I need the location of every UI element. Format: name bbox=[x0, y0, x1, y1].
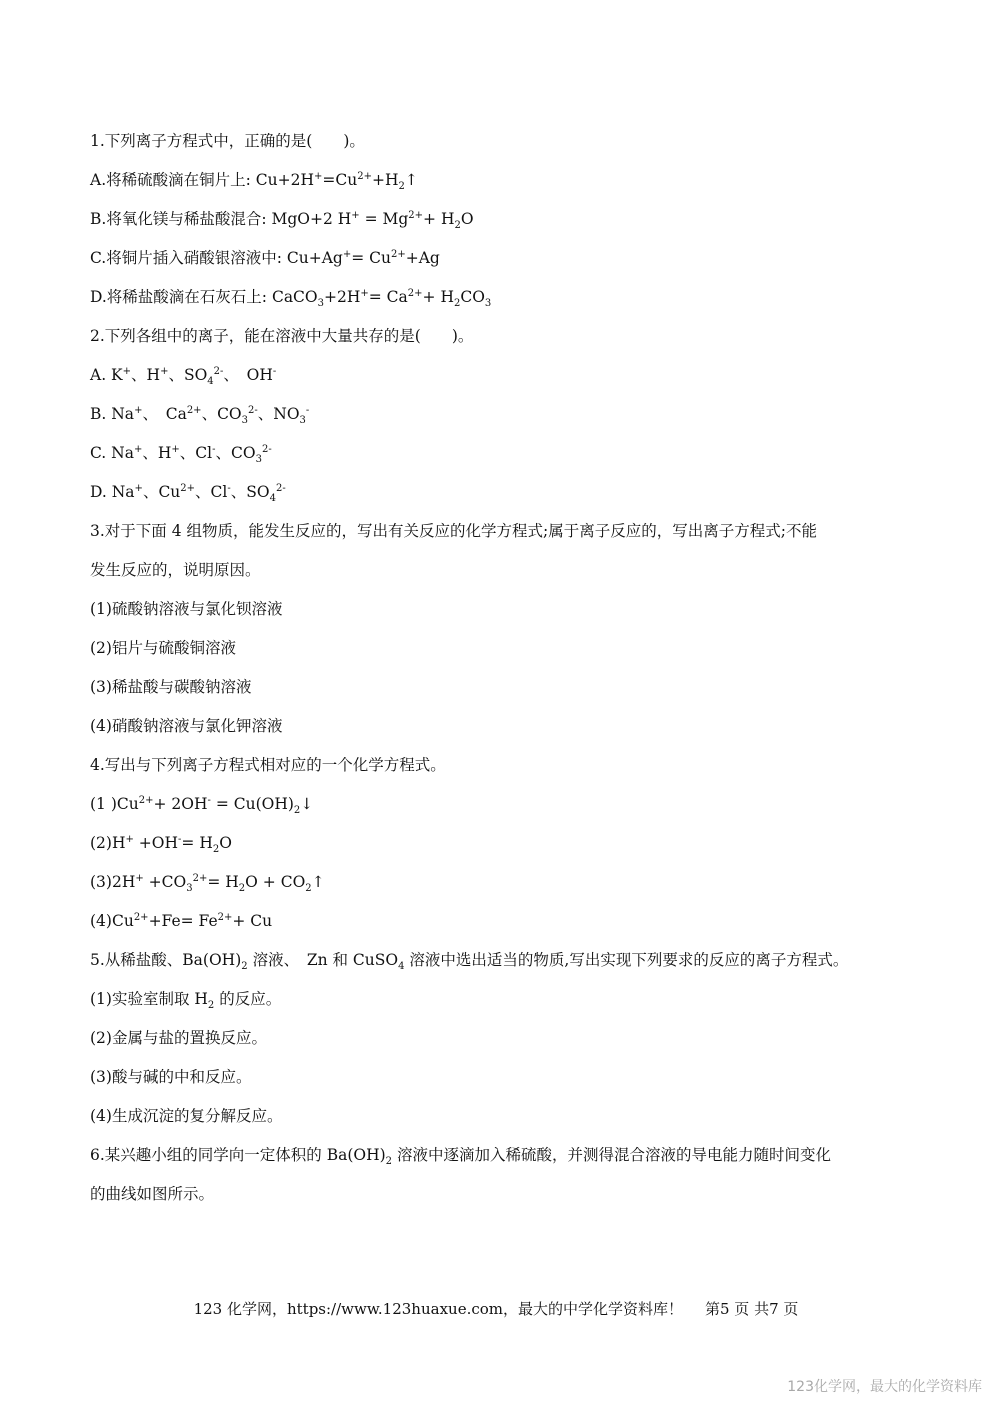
q4-stem: 4.写出与下列离子方程式相对应的一个化学方程式。 bbox=[90, 756, 446, 774]
q5-item-1-pre: (1)实验室制取 bbox=[90, 990, 195, 1008]
q1-option-c-equation: $Cu+Ag^+= Cu^{2+}+Ag$ bbox=[286, 249, 440, 267]
q5-formula-cuso4: CuSO$_4$ bbox=[352, 951, 405, 972]
q3-item-4: (4)硝酸钠溶液与氯化钾溶液 bbox=[90, 717, 283, 735]
watermark-text: 123化学网，最大的化学资料库 bbox=[787, 1379, 982, 1395]
question-content bbox=[90, 122, 910, 1214]
q4-item-1: (1 )$Cu^{2+}+ 2OH^-$ = $Cu(OH)_2↓$ bbox=[90, 795, 314, 816]
q1-option-d-label: D.将稀盐酸滴在石灰石上: bbox=[90, 288, 272, 306]
q2-option-c: C. Na+、H+、Cl-、$CO_3^{2-}$ bbox=[90, 444, 272, 465]
q1-option-b-label: B.将氧化镁与稀盐酸混合: bbox=[90, 210, 272, 228]
q2-option-a: A. K+、H+、$SO_4^{2-}$、 OH- bbox=[90, 366, 277, 387]
q6-stem-post: 溶液中逐滴加入稀硫酸，并测得混合溶液的导电能力随时间变化 bbox=[392, 1146, 831, 1164]
q1-option-d bbox=[90, 278, 910, 317]
q5-stem-pre: 5.从稀盐酸、 bbox=[90, 951, 183, 969]
q1-option-c-label: C.将铜片插入硝酸银溶液中: bbox=[90, 249, 287, 267]
q1-stem: 1.下列离子方程式中，正确的是( )。 bbox=[90, 132, 365, 150]
q5-formula-h2: $H_2$ bbox=[194, 990, 215, 1011]
q1-option-a-equation: $Cu+2H^+=Cu^{2+}+H_2↑$ bbox=[255, 171, 418, 192]
footer-page-info: 第5 页 共7 页 bbox=[705, 1300, 799, 1318]
q5-stem-mid: 溶液、 Zn 和 bbox=[252, 951, 353, 969]
q5-item-4: (4)生成沉淀的复分解反应。 bbox=[90, 1107, 283, 1125]
q1-option-d-equation: CaCO$_3$+2H+= $Ca^{2+}+ H_2CO_3$ bbox=[271, 288, 492, 309]
q3-item-1: (1)硫酸钠溶液与氯化钡溶液 bbox=[90, 600, 283, 618]
q5-item-1 bbox=[90, 980, 910, 1019]
q6-stem-line1 bbox=[90, 1136, 910, 1175]
q4-item-4: $(4)Cu^{2+}+Fe= Fe^{2+}+ Cu$ bbox=[90, 912, 273, 930]
q3-item-2: (2)铝片与硫酸铜溶液 bbox=[90, 639, 236, 657]
q3-item-3: (3)稀盐酸与碳酸钠溶液 bbox=[90, 678, 252, 696]
q2-option-d: D. Na+、$Cu^{2+}$、Cl-、$SO_4^{2-}$ bbox=[90, 483, 286, 504]
q5-stem-post: 溶液中选出适当的物质,写出实现下列要求的反应的离子方程式。 bbox=[404, 951, 849, 969]
q2-stem: 2.下列各组中的离子，能在溶液中大量共存的是( )。 bbox=[90, 327, 474, 345]
footer-site-text: 123 化学网，https://www.123huaxue.com，最大的中学化学资料库！ bbox=[193, 1300, 683, 1318]
q5-item-3: (3)酸与碱的中和反应。 bbox=[90, 1068, 252, 1086]
q5-item-2: (2)金属与盐的置换反应。 bbox=[90, 1029, 267, 1047]
q4-item-3: $(3)2H^+ +CO_3^{2+}= H_2O$ + $CO_2↑$ bbox=[90, 873, 325, 894]
q6-stem-line2: 的曲线如图所示。 bbox=[90, 1185, 215, 1203]
q1-option-a bbox=[90, 161, 910, 200]
q6-stem-pre: 6.某兴趣小组的同学向一定体积的 bbox=[90, 1146, 327, 1164]
page-footer bbox=[0, 1298, 992, 1320]
q1-option-c bbox=[90, 239, 910, 278]
q1-option-b bbox=[90, 200, 910, 239]
q1-option-a-label: A.将稀硫酸滴在铜片上: bbox=[90, 171, 256, 189]
q4-item-2: $(2)H^+ +OH^-= H_2O$ bbox=[90, 834, 232, 855]
q5-item-1-post: 的反应。 bbox=[214, 990, 282, 1008]
q3-stem-line2: 发生反应的，说明原因。 bbox=[90, 561, 261, 579]
q1-option-b-equation: MgO+2 $H^+ = Mg^{2+}+ H_2O$ bbox=[271, 210, 474, 231]
q6-formula-baoh2: $Ba(OH)_2$ bbox=[326, 1146, 393, 1167]
q3-stem-line1: 3.对于下面 4 组物质，能发生反应的，写出有关反应的化学方程式;属于离子反应的，写出离子方程式;不能 bbox=[90, 522, 817, 540]
q5-stem bbox=[90, 941, 910, 980]
q2-option-b: B. Na+、 $Ca^{2+}$、$CO_3^{2-}$、$NO_3^-$ bbox=[90, 405, 310, 426]
q5-formula-baoh2: $Ba(OH)_2$ bbox=[182, 951, 248, 972]
